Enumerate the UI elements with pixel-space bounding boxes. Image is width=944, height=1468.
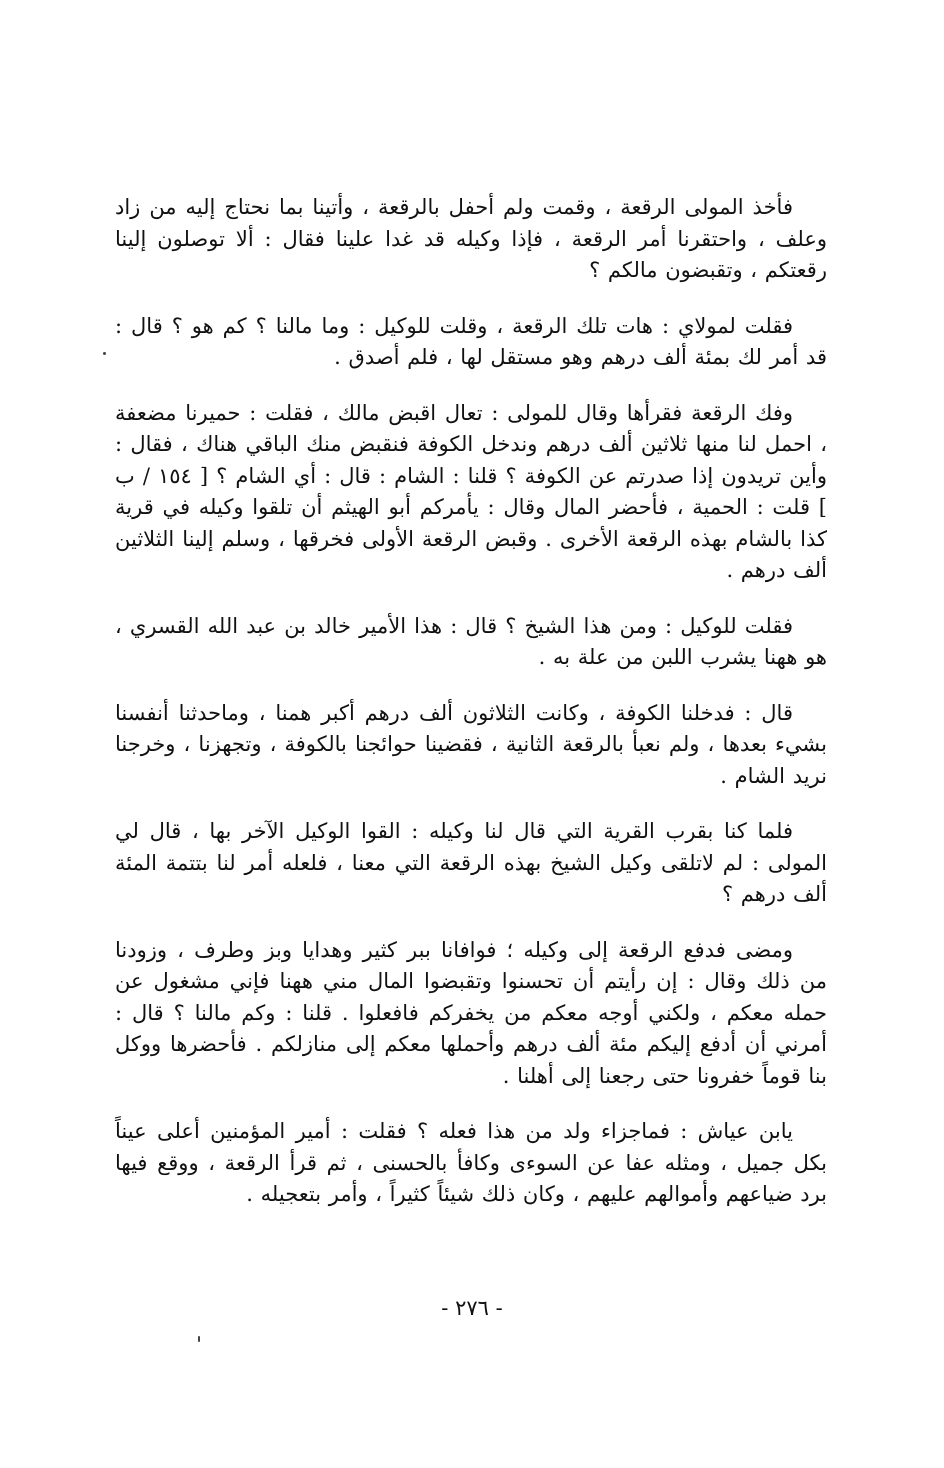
page-number: - ٢٧٦ - — [441, 1296, 503, 1320]
paragraph: وفك الرقعة فقرأها وقال للمولى : تعال اقبض مالك ، فقلت : حميرنا مضعفة ، احمل لنا منها ثلاثين ألف درهم وندخل الكوفة فنقبض منك الباقي هناك ، فقال : وأين تريدون إذا صدرتم عن الكوفة ؟ قلنا : الشام : قال : أي الشام ؟ [ ١٥٤ / ب ] قلت : الحمية ، فأحضر المال وقال : يأمركم أبو الهيثم أن تلقوا وكيله في قرية كذا بالشام بهذه الرقعة الأخرى . وقبض الرقعة الأولى فخرقها ، وسلم إلينا الثلاثين ألف درهم . — [115, 400, 827, 582]
body-text — [115, 192, 827, 1211]
scan-speck — [103, 352, 106, 355]
paragraph: فلما كنا بقرب القرية التي قال لنا وكيله : القوا الوكيل الآخر بها ، قال لي المولى : لم لاتلقى وكيل الشيخ بهذه الرقعة التي معنا ، فلعله أمر لنا بتتمة المئة ألف درهم ؟ — [115, 819, 827, 906]
paragraph: فأخذ المولى الرقعة ، وقمت ولم أحفل بالرقعة ، وأتينا بما نحتاج إليه من زاد وعلف ، واحتقرنا أمر الرقعة ، فإذا وكيله قد غدا علينا فقال : ألا توصلون إلينا رقعتكم ، وتقبضون مالكم ؟ — [115, 195, 827, 282]
paragraph: ومضى فدفع الرقعة إلى وكيله ؛ فوافانا ببر كثير وهدايا وبز وطرف ، وزودنا من ذلك وقال : إن رأيتم أن تحسنوا وتقبضوا المال مني ههنا فإني مشغول عن حمله معكم ، ولكني أوجه معكم من يخفركم فافعلوا . قلنا : وكم مالنا ؟ قال : أمرني أن أدفع إليكم مئة ألف درهم وأحملها معكم إلى منازلكم . فأحضرها ووكل بنا قوماً خفرونا حتى رجعنا إلى أهلنا . — [115, 937, 827, 1088]
paragraph: فقلت لمولاي : هات تلك الرقعة ، وقلت للوكيل : وما مالنا ؟ كم هو ؟ قال : قد أمر لك بمئة ألف درهم وهو مستقل لها ، فلم أصدق . — [115, 313, 827, 369]
scan-speck — [198, 1336, 200, 1342]
paragraph: قال : فدخلنا الكوفة ، وكانت الثلاثون ألف درهم أكبر همنا ، وماحدثنا أنفسنا بشيء بعدها ، ولم نعبأ بالرقعة الثانية ، فقضينا حوائجنا بالكوفة ، وتجهزنا ، وخرجنا نريد الشام . — [115, 700, 827, 788]
paragraph: فقلت للوكيل : ومن هذا الشيخ ؟ قال : هذا الأمير خالد بن عبد الله القسري ، هو ههنا يشرب اللبن من علة به . — [115, 613, 827, 669]
paragraph: يابن عياش : فماجزاء ولد من هذا فعله ؟ فقلت : أمير المؤمنين أعلى عيناً بكل جميل ، ومثله عفا عن السوءى وكافأ بالحسنى ، ثم قرأ الرقعة ، ووقع فيها برد ضياعهم وأموالهم عليهم ، وكان ذلك شيئاً كثيراً ، وأمر بتعجيله . — [115, 1119, 827, 1206]
